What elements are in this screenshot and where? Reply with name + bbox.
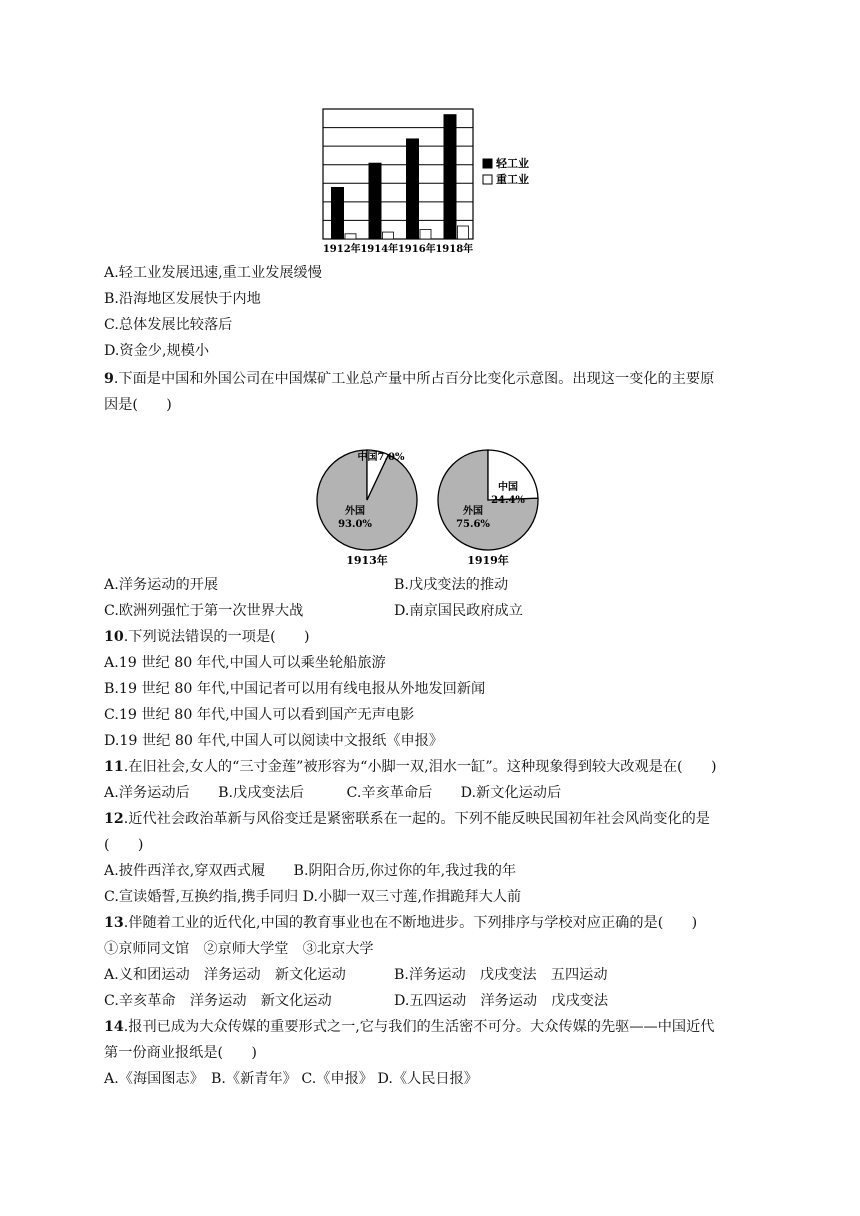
q9-option-a: A.洋务运动的开展 [104,577,219,593]
q12-stem-line2: ( ) [104,837,144,853]
coal-pie-charts [310,418,560,568]
pie-label-china: 中国 [498,482,518,493]
bar-heavy-industry [420,229,431,239]
q11-stem-text: .在旧社会,女人的“三寸金莲”被形容为“小脚一双,泪水一缸”。这种现象得到较大改观是在( ) [123,759,717,775]
q10-option-a: A.19 世纪 80 年代,中国人可以乘坐轮船旅游 [104,655,386,671]
pie-label-china: 中国7.0% [357,452,405,463]
pie-value-china: 24.4% [491,495,525,506]
legend-swatch-heavy-industry [483,175,492,184]
q9-stem-line2: 因是( ) [104,397,172,413]
q10-option-c: C.19 世纪 80 年代,中国人可以看到国产无声电影 [104,707,415,723]
q10-number: 10 [104,629,124,645]
industry-bar-chart [318,104,542,256]
q9-option-d: D.南京国民政府成立 [394,603,523,619]
q10-option-d: D.19 世纪 80 年代,中国人可以阅读中文报纸《申报》 [104,733,444,749]
bar-x-tick-label: 1912年 [322,244,361,255]
q8-option-a: A.轻工业发展迅速,重工业发展缓慢 [104,265,322,281]
q12-options-cd: C.宣读婚誓,互换约指,携手同归 D.小脚一双三寸莲,作揖跪拜大人前 [104,889,522,905]
bar-heavy-industry [345,234,356,239]
q12-number: 12 [104,811,124,827]
q13-schools: ①京师同文馆 ②京师大学堂 ③北京大学 [104,941,374,957]
pie-year-title: 1919年 [467,554,509,567]
bar-heavy-industry [458,226,469,239]
legend-label-light-industry: 轻工业 [496,157,529,170]
q9-number: 9 [104,371,114,387]
bar-light-industry [331,187,344,239]
q8-option-d: D.资金少,规模小 [104,343,210,359]
q9-option-b: B.戊戌变法的推动 [394,577,509,593]
q13-number: 13 [104,915,124,931]
q9-stem-line1 [104,369,714,389]
q11-options: A.洋务运动后 B.戊戌变法后 C.辛亥革命后 D.新文化运动后 [104,785,562,801]
q13-option-c: C.辛亥革命 洋务运动 新文化运动 [104,993,332,1009]
q14-stem-text: .报刊已成为大众传媒的重要形式之一,它与我们的生活密不可分。大众传媒的先驱——中国近代 [123,1019,715,1035]
q12-stem-line1 [104,809,710,829]
pie-value-foreign: 75.6% [456,519,490,530]
q8-option-b: B.沿海地区发展快于内地 [104,291,261,307]
q11-stem [104,757,717,777]
q10-stem [104,627,310,647]
q10-stem-text: .下列说法错误的一项是( ) [123,629,310,645]
legend-label-heavy-industry: 重工业 [496,173,529,186]
bar-legend [483,156,529,186]
q14-number: 14 [104,1019,124,1035]
bar-light-industry [406,138,419,239]
pie-label-foreign: 外国 [463,506,483,517]
q13-option-b: B.洋务运动 戊戌变法 五四运动 [394,967,608,983]
bar-light-industry [369,163,382,239]
q9-option-c: C.欧洲列强忙于第一次世界大战 [104,603,304,619]
q14-options: A.《海国图志》 B.《新青年》 C.《申报》 D.《人民日报》 [104,1071,478,1087]
q9-stem-text: .下面是中国和外国公司在中国煤矿工业总产量中所占百分比变化示意图。出现这一变化的主要原 [113,371,715,387]
q13-stem [104,913,697,933]
q13-stem-text: .伴随着工业的近代化,中国的教育事业也在不断地进步。下列排序与学校对应正确的是( ) [123,915,698,931]
bar-x-tick-label: 1914年 [360,244,399,255]
pie-label-foreign: 外国 [345,506,365,517]
q12-stem-text: .近代社会政治革新与风俗变迁是紧密联系在一起的。下列不能反映民国初年社会风尚变化的是 [123,811,710,827]
q13-option-a: A.义和团运动 洋务运动 新文化运动 [104,967,346,983]
legend-swatch-light-industry [483,159,492,168]
pie-year-title: 1913年 [346,554,388,567]
q10-option-b: B.19 世纪 80 年代,中国记者可以用有线电报从外地发回新闻 [104,681,486,697]
q12-options-ab: A.披件西洋衣,穿双西式履 B.阴阳合历,你过你的年,我过我的年 [104,863,517,879]
pie-value-foreign: 93.0% [338,519,372,530]
q13-option-d: D.五四运动 洋务运动 戊戌变法 [394,993,609,1009]
q11-number: 11 [104,759,124,775]
bar-light-industry [444,114,457,239]
q14-stem-line1 [104,1017,714,1037]
bar-x-tick-label: 1918年 [435,244,474,255]
q14-stem-line2: 第一份商业报纸是( ) [104,1045,257,1061]
q8-option-c: C.总体发展比较落后 [104,317,233,333]
bar-x-tick-label: 1916年 [397,244,436,255]
bar-heavy-industry [383,232,394,239]
